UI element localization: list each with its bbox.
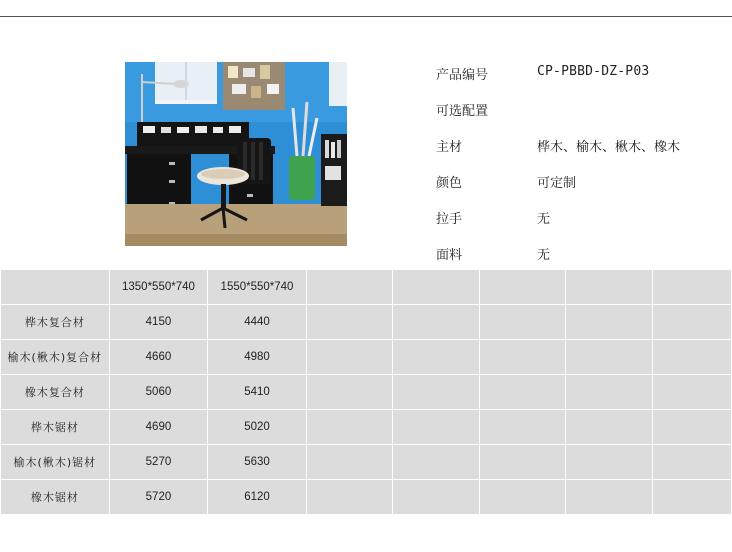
spec-label: 可选配置: [436, 104, 489, 119]
spec-value: 可定制: [537, 176, 577, 191]
table-row: [1, 375, 732, 410]
price-cell: 4690: [109, 410, 208, 445]
empty-cell: [393, 480, 480, 515]
header-cell-size: 1550*550*740: [208, 270, 307, 305]
empty-cell: [653, 445, 732, 480]
empty-cell: [566, 305, 653, 340]
header-cell: [393, 270, 480, 305]
spec-value: 无: [537, 212, 551, 227]
price-cell: 5060: [109, 375, 208, 410]
price-cell: 4150: [109, 305, 208, 340]
empty-cell: [393, 410, 480, 445]
material-cell: 橡木复合材: [1, 375, 110, 410]
empty-cell: [566, 340, 653, 375]
spec-label: 颜色: [436, 176, 463, 191]
spec-label: 主材: [436, 140, 463, 155]
table-row: [1, 445, 732, 480]
empty-cell: [479, 340, 566, 375]
price-cell: 4440: [208, 305, 307, 340]
empty-cell: [653, 410, 732, 445]
price-cell: 4660: [109, 340, 208, 375]
empty-cell: [653, 305, 732, 340]
header-cell: [653, 270, 732, 305]
spec-value: 无: [537, 248, 551, 263]
empty-cell: [566, 445, 653, 480]
header-cell: [1, 270, 110, 305]
empty-cell: [566, 410, 653, 445]
spec-label: 面料: [436, 248, 463, 263]
empty-cell: [653, 375, 732, 410]
empty-cell: [479, 480, 566, 515]
price-cell: 6120: [208, 480, 307, 515]
empty-cell: [393, 445, 480, 480]
price-cell: 4980: [208, 340, 307, 375]
spec-label: 产品编号: [436, 68, 489, 83]
empty-cell: [566, 480, 653, 515]
price-table: [0, 269, 732, 515]
table-row: [1, 340, 732, 375]
empty-cell: [306, 340, 393, 375]
price-cell: 5720: [109, 480, 208, 515]
header-cell: [479, 270, 566, 305]
material-cell: 桦木复合材: [1, 305, 110, 340]
header-cell: [566, 270, 653, 305]
price-cell: 5020: [208, 410, 307, 445]
top-divider: [0, 16, 732, 17]
empty-cell: [653, 480, 732, 515]
header-cell: [306, 270, 393, 305]
empty-cell: [653, 340, 732, 375]
spec-label: 拉手: [436, 212, 463, 227]
material-cell: 桦木锯材: [1, 410, 110, 445]
spec-value: CP-PBBD-DZ-P03: [537, 64, 650, 79]
price-cell: 5410: [208, 375, 307, 410]
material-cell: 橡木锯材: [1, 480, 110, 515]
empty-cell: [393, 375, 480, 410]
table-header-row: [1, 270, 732, 305]
empty-cell: [393, 340, 480, 375]
price-cell: 5630: [208, 445, 307, 480]
header-cell-size: 1350*550*740: [109, 270, 208, 305]
empty-cell: [306, 410, 393, 445]
empty-cell: [306, 305, 393, 340]
table-row: [1, 410, 732, 445]
material-cell: 榆木(楸木)锯材: [1, 445, 110, 480]
empty-cell: [393, 305, 480, 340]
empty-cell: [479, 375, 566, 410]
empty-cell: [306, 445, 393, 480]
empty-cell: [479, 445, 566, 480]
empty-cell: [306, 375, 393, 410]
price-cell: 5270: [109, 445, 208, 480]
spec-value: 桦木、榆木、楸木、橡木: [537, 140, 681, 155]
table-row: [1, 305, 732, 340]
empty-cell: [479, 305, 566, 340]
empty-cell: [566, 375, 653, 410]
empty-cell: [479, 410, 566, 445]
table-row: [1, 480, 732, 515]
product-photo: [125, 62, 347, 246]
material-cell: 榆木(楸木)复合材: [1, 340, 110, 375]
empty-cell: [306, 480, 393, 515]
